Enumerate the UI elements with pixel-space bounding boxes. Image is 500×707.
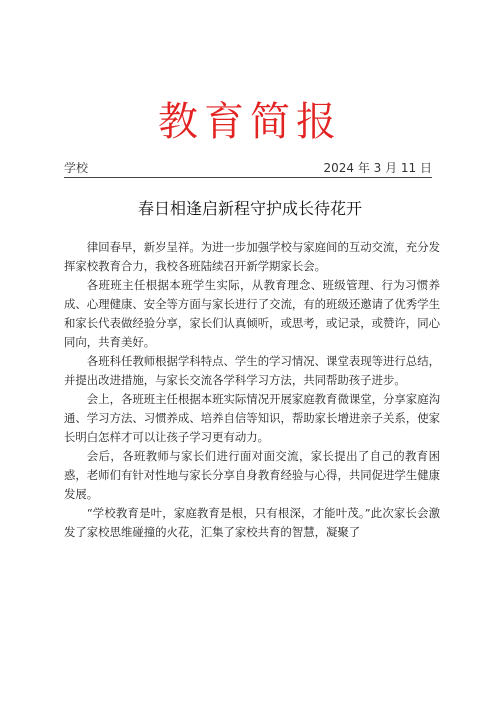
paragraph: 各班班主任根据本班学生实际，从教育理念、班级管理、行为习惯养成、心理健康、安全等方面与家长进行了交流，有的班级还邀请了优秀学生和家长代表做经验分享，家长们认真倾听，或思考，或记录，或赞许，同心同向，共育美好。 [64,278,440,349]
masthead-title: 教育简报 [158,99,342,145]
header-rule [64,177,432,178]
article-body [64,238,440,542]
school-label: 学校 [64,161,89,175]
article-headline: 春日相逢启新程守护成长待花开 [137,199,362,218]
paragraph: 律回春早，新岁呈祥。为进一步加强学校与家庭间的互动交流，充分发挥家校教育合力，我校各班陆续召开新学期家长会。 [64,240,440,273]
meta-row [64,160,432,176]
paragraph: “学校教育是叶，家庭教育是根，只有根深，才能叶茂。”此次家长会激发了家校思维碰撞的火花，汇集了家校共育的智慧，凝聚了 [64,506,440,539]
issue-date: 2024 年 3 月 11 日 [323,161,432,175]
paragraph: 会后，各班教师与家长们进行面对面交流，家长提出了自己的教育困惑，老师们有针对性地与家长分享自身教育经验与心得，共同促进学生健康发展。 [64,449,440,501]
paragraph: 会上，各班班主任根据本班实际情况开展家庭教育微课堂，分享家庭沟通、学习方法、习惯养成、培养自信等知识，帮助家长增进亲子关系，使家长明白怎样才可以让孩子学习更有动力。 [64,392,440,444]
paragraph: 各班科任教师根据学科特点、学生的学习情况、课堂表现等进行总结，并提出改进措施，与家长交流各学科学习方法，共同帮助孩子进步。 [64,354,440,387]
